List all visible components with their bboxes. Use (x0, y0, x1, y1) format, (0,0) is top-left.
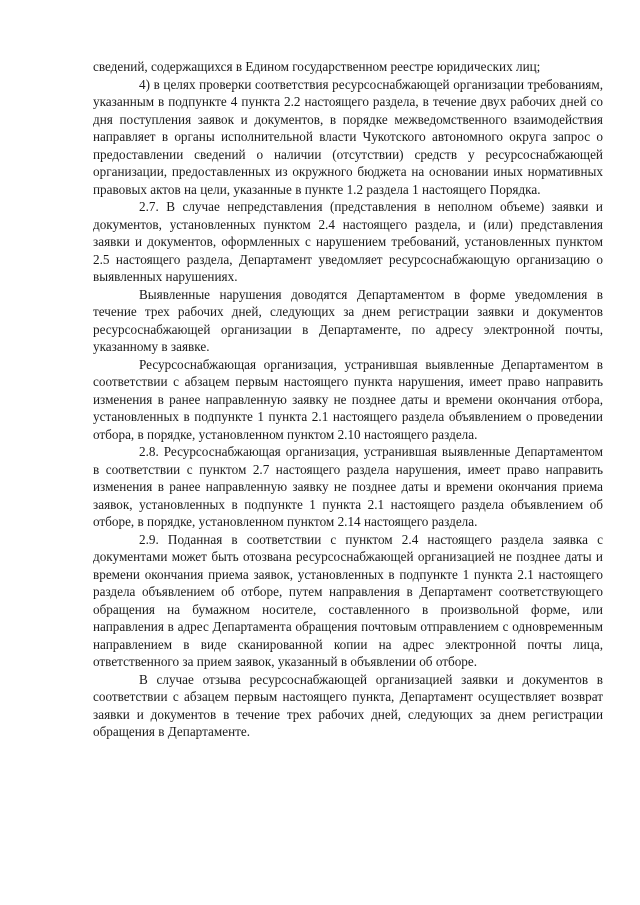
paragraph-section-2-7: 2.7. В случае непредставления (представления в неполном объеме) заявки и документов, установленных пунктом 2.4 настоящего раздела, и (или) представления заявки и документов, оформленных с нарушением требований, установленных пунктом 2.5 настоящего раздела, Департамент уведомляет ресурсоснабжающую организацию о выявленных нарушениях. (93, 199, 603, 284)
paragraph-section-2-8: 2.8. Ресурсоснабжающая организация, устранившая выявленные Департаментом в соответствии с пунктом 2.7 настоящего раздела нарушения, имеет право направить изменения в ранее направленную заявку не позднее даты и времени окончания приема заявок, установленных в подпункте 1 пункта 2.1 настоящего раздела объявлением об отборе, в порядке, установленном пунктом 2.14 настоящего раздела. (93, 444, 603, 529)
document-page (93, 58, 603, 741)
paragraph-violations-notice: Выявленные нарушения доводятся Департаментом в форме уведомления в течение трех рабочих дней, следующих за днем регистрации заявки и документов ресурсоснабжающей организации в Департаменте, по адресу электронной почты, указанному в заявке. (93, 286, 603, 354)
paragraph-resubmission: Ресурсоснабжающая организация, устранившая выявленные Департаментом в соответствии с абзацем первым настоящего пункта нарушения, имеет право направить изменения в ранее направленную заявку не позднее даты и времени окончания отбора, установленных в подпункте 1 пункта 2.1 настоящего раздела объявлением о проведении отбора, в порядке, установленном пунктом 2.10 настоящего раздела. (93, 356, 603, 442)
paragraph-section-2-9: 2.9. Поданная в соответствии с пунктом 2.4 настоящего раздела заявка с документами может быть отозвана ресурсоснабжающей организацией не позднее даты и времени окончания приема заявок, установленных в подпункте 1 пункта 2.1 настоящего раздела объявлением об отборе, путем направления в Департамент соответствующего обращения на бумажном носителе, составленного в произвольной форме, или направления в адрес Департамента обращения почтовым отправлением с одновременным направлением в виде сканированной копии на адрес электронной почты лица, ответственного за прием заявок, указанный в объявлении об отборе. (93, 531, 603, 669)
paragraph-continuation: сведений, содержащихся в Едином государственном реестре юридических лиц; (93, 59, 541, 74)
paragraph-withdrawal-return: В случае отзыва ресурсоснабжающей организацией заявки и документов в соответствии с абзацем первым настоящего пункта, Департамент осуществляет возврат заявки и документов в течение трех рабочих дней, следующих за днем регистрации обращения в Департаменте. (93, 671, 603, 739)
paragraph-item-4: 4) в целях проверки соответствия ресурсоснабжающей организации требованиям, указанным в подпункте 4 пункта 2.2 настоящего раздела, в течение двух рабочих дней со дня поступления заявок и документов, в порядке межведомственного взаимодействия направляет в органы исполнительной власти Чукотского автономного округа запрос о предоставлении сведений о наличии (отсутствии) средств у ресурсоснабжающей организации, предоставленных из окружного бюджета на основании иных нормативных правовых актов на цели, указанные в пункте 1.2 раздела 1 настоящего Порядка. (93, 76, 603, 197)
